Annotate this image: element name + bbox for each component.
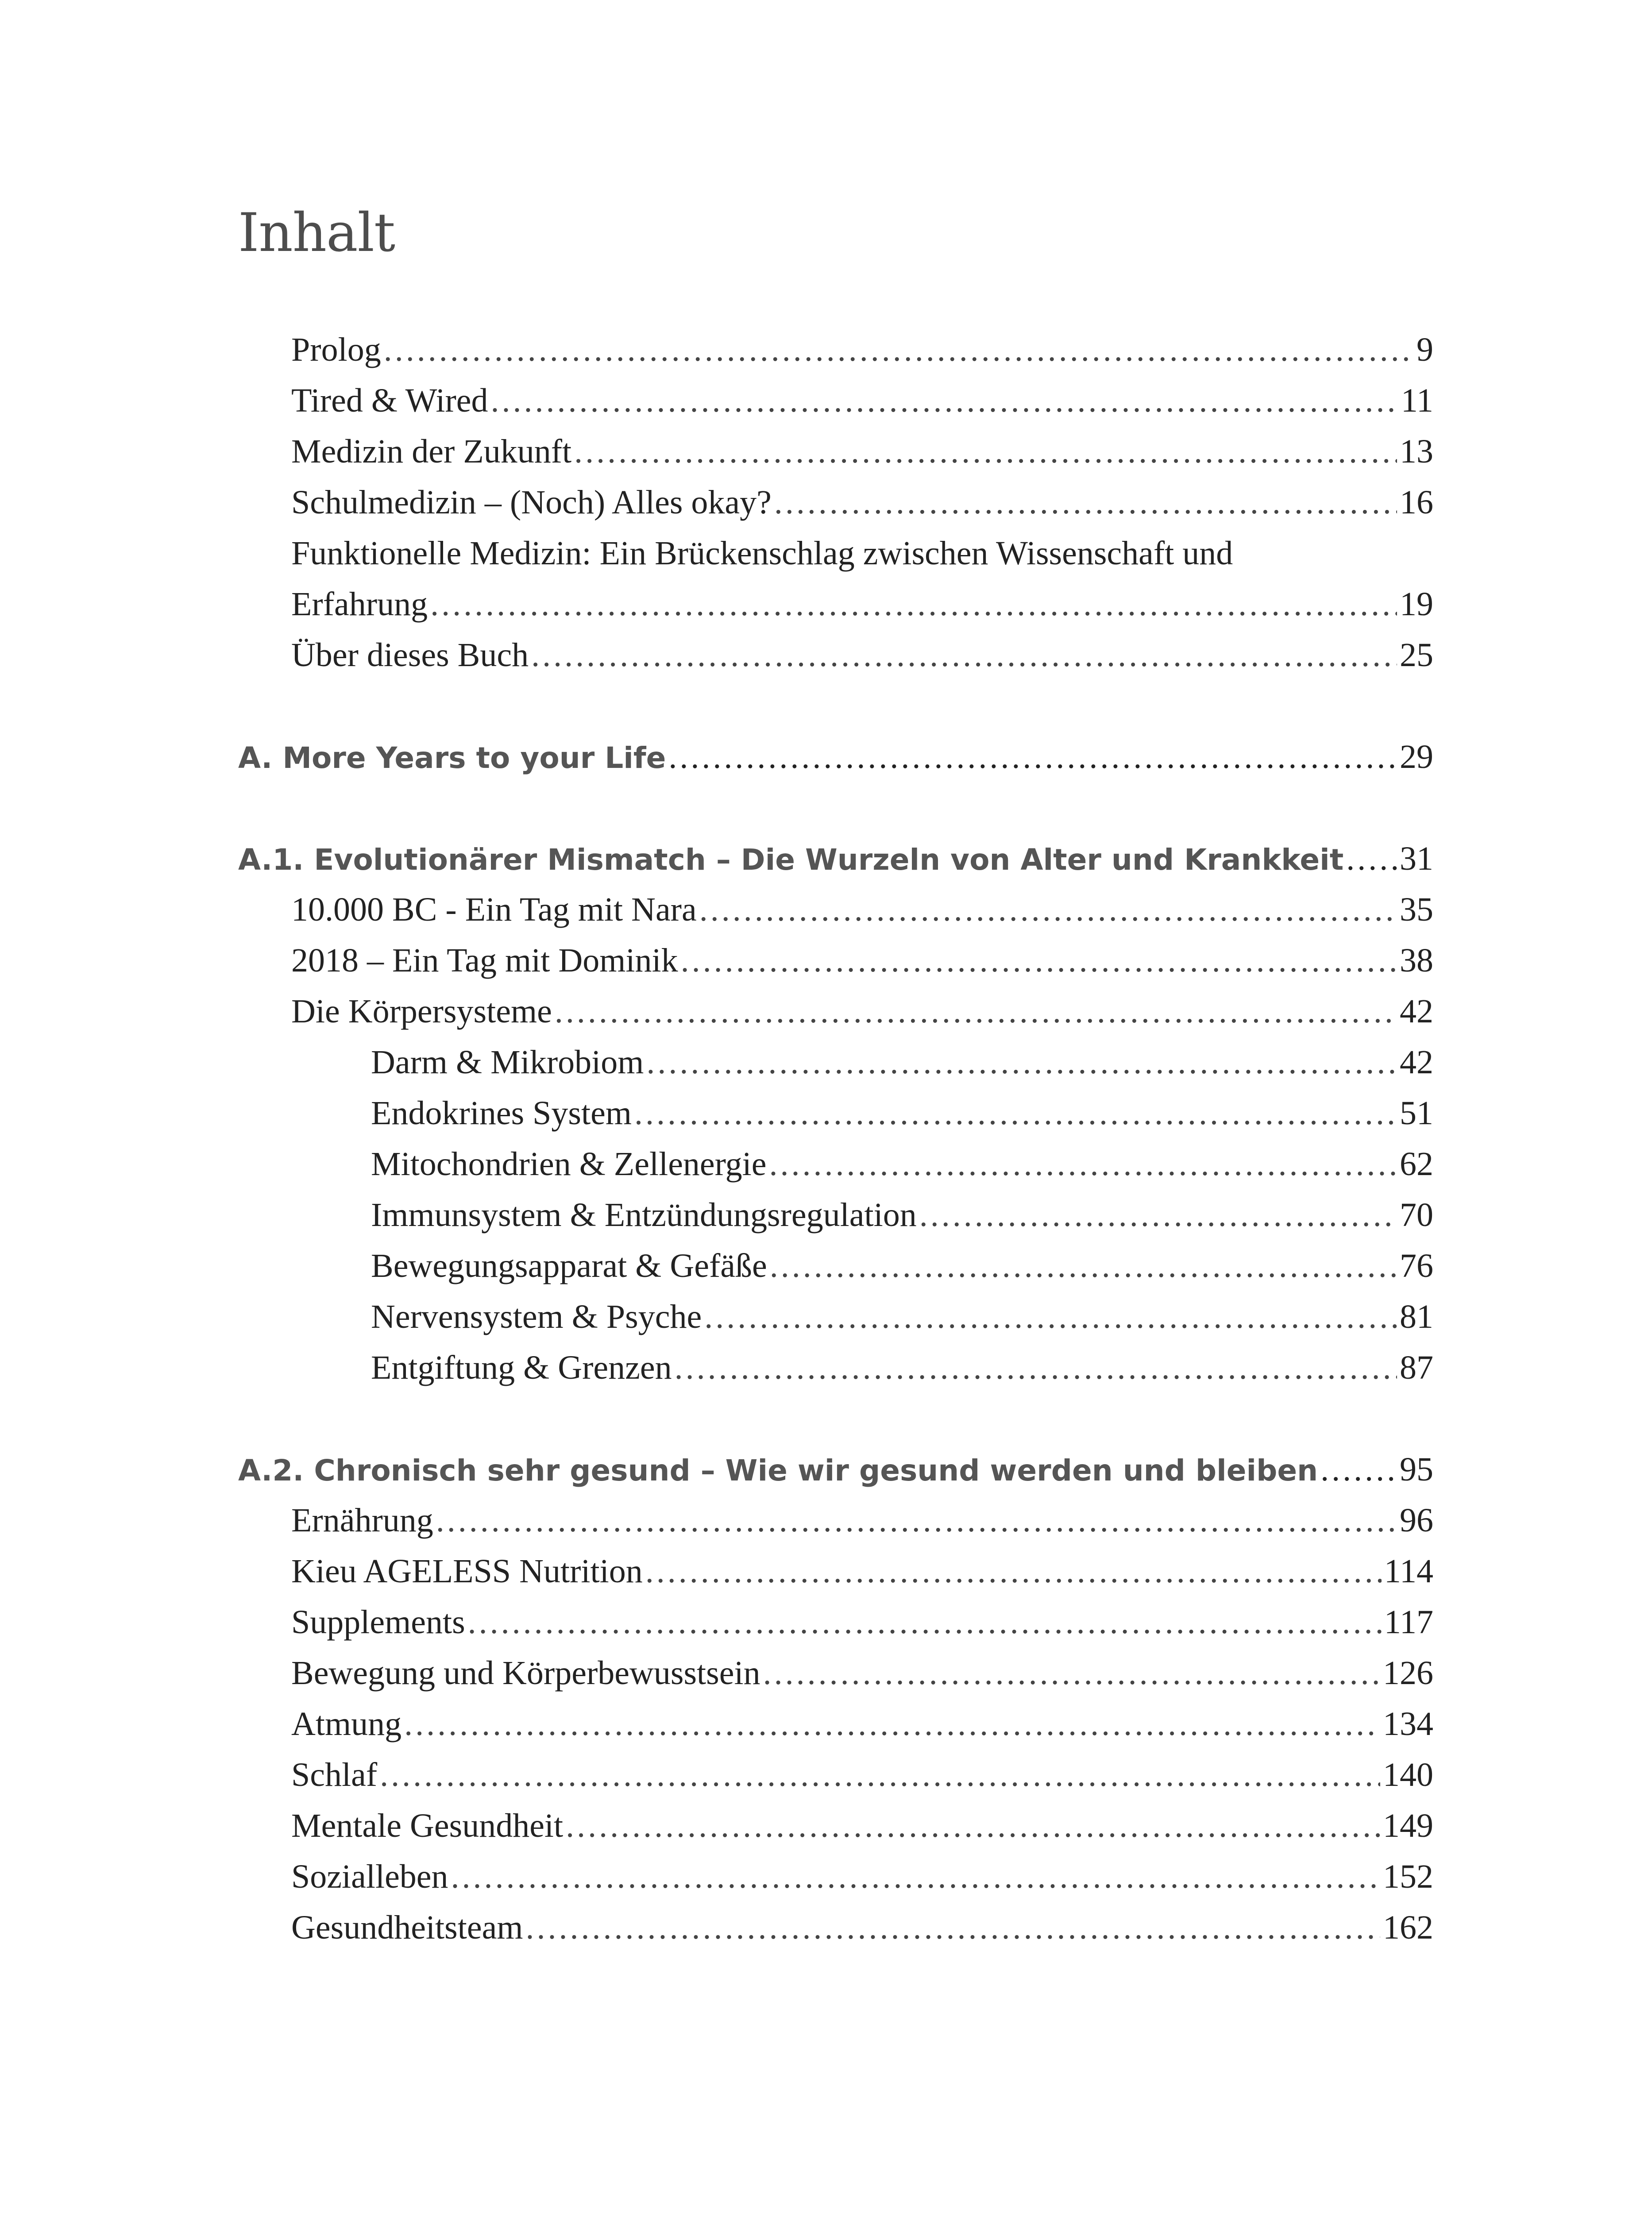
- table-of-contents: [238, 324, 1433, 1953]
- toc-page-number: 42: [1400, 993, 1433, 1030]
- toc-subentry-bewegungsapparat[interactable]: [238, 1241, 1433, 1292]
- toc-part-a[interactable]: [238, 732, 1433, 783]
- toc-entry-title: 10.000 BC - Ein Tag mit Nara: [291, 891, 697, 928]
- dot-leader: [525, 1902, 1380, 1953]
- toc-page-number: 76: [1400, 1247, 1433, 1284]
- toc-entry-mentale-gesundheit[interactable]: [238, 1800, 1433, 1851]
- dot-leader: [769, 1139, 1397, 1190]
- toc-page-number: 51: [1400, 1095, 1433, 1132]
- dot-leader: [404, 1699, 1380, 1750]
- toc-entry-nara[interactable]: [238, 884, 1433, 935]
- toc-subentry-darm[interactable]: [238, 1037, 1433, 1088]
- toc-subentry-endokrines-system[interactable]: [238, 1088, 1433, 1139]
- toc-entry-dominik[interactable]: [238, 935, 1433, 986]
- dot-leader: [566, 1800, 1380, 1851]
- toc-page-number: 19: [1400, 586, 1433, 623]
- toc-page-number: 9: [1417, 331, 1433, 368]
- toc-entry-title: Mitochondrien & Zellenergie: [371, 1145, 767, 1183]
- toc-subentry-immunsystem[interactable]: [238, 1190, 1433, 1241]
- toc-page-number: 95: [1400, 1451, 1433, 1488]
- toc-page-number: 16: [1400, 484, 1433, 521]
- toc-entry-tired-wired[interactable]: [238, 375, 1433, 426]
- dot-leader: [770, 1241, 1397, 1292]
- toc-entry-title: Gesundheitsteam: [291, 1909, 523, 1946]
- toc-chapter-a1[interactable]: [238, 833, 1433, 884]
- toc-page-number: 31: [1400, 840, 1433, 877]
- toc-subentry-entgiftung[interactable]: [238, 1342, 1433, 1393]
- toc-entry-sozialleben[interactable]: [238, 1851, 1433, 1902]
- dot-leader: [681, 935, 1397, 986]
- dot-leader: [531, 630, 1397, 681]
- dot-leader: [668, 732, 1397, 783]
- toc-page-number: 29: [1400, 738, 1433, 775]
- toc-entry-title: Bewegungsapparat & Gefäße: [371, 1247, 767, 1284]
- dot-leader: [555, 986, 1397, 1037]
- toc-entry-title: Endokrines System: [371, 1095, 632, 1132]
- toc-entry-title: Darm & Mikrobiom: [371, 1044, 644, 1081]
- toc-entry-ernaehrung[interactable]: [238, 1495, 1433, 1546]
- toc-entry-title: Supplements: [291, 1604, 465, 1641]
- dot-leader: [919, 1190, 1397, 1241]
- toc-entry-gesundheitsteam[interactable]: [238, 1902, 1433, 1953]
- dot-leader: [384, 324, 1414, 375]
- dot-leader: [436, 1495, 1397, 1546]
- toc-page-number: 152: [1383, 1858, 1433, 1895]
- toc-entry-title: Tired & Wired: [291, 382, 488, 419]
- dot-leader: [704, 1292, 1397, 1342]
- dot-leader: [380, 1750, 1380, 1800]
- toc-entry-funktionelle-medizin-line2[interactable]: [238, 579, 1433, 630]
- toc-entry-title: Erfahrung: [291, 586, 428, 623]
- toc-entry-medizin-der-zukunft[interactable]: [238, 426, 1433, 477]
- dot-leader: [646, 1037, 1397, 1088]
- toc-page-number: 11: [1401, 382, 1433, 419]
- toc-page-number: 126: [1383, 1654, 1433, 1692]
- toc-entry-title: Kieu AGELESS Nutrition: [291, 1553, 643, 1590]
- toc-page-number: 38: [1400, 942, 1433, 979]
- dot-leader: [468, 1597, 1382, 1648]
- toc-page-number: 81: [1400, 1298, 1433, 1335]
- toc-entry-title: Schlaf: [291, 1756, 378, 1793]
- toc-section-title: A.2. Chronisch sehr gesund – Wie wir gesund werden und bleiben: [238, 1453, 1318, 1488]
- toc-entry-bewegung[interactable]: [238, 1648, 1433, 1699]
- toc-entry-title: Funktionelle Medizin: Ein Brückenschlag zwischen Wissenschaft und: [291, 535, 1233, 572]
- dot-leader: [675, 1342, 1397, 1393]
- toc-page-number: 13: [1400, 433, 1433, 470]
- page-title: Inhalt: [238, 202, 395, 264]
- toc-entry-funktionelle-medizin-line1[interactable]: [238, 528, 1433, 579]
- toc-page-number: 42: [1400, 1044, 1433, 1081]
- dot-leader: [491, 375, 1398, 426]
- toc-entry-ueber-dieses-buch[interactable]: [238, 630, 1433, 681]
- dot-leader: [774, 477, 1397, 528]
- toc-entry-prolog[interactable]: [238, 324, 1433, 375]
- toc-page-number: 149: [1383, 1807, 1433, 1844]
- dot-leader: [634, 1088, 1397, 1139]
- dot-leader: [1320, 1444, 1397, 1495]
- section-spacer: [238, 783, 1433, 833]
- toc-entry-schlaf[interactable]: [238, 1750, 1433, 1800]
- toc-section-title: A. More Years to your Life: [238, 741, 666, 775]
- dot-leader: [451, 1851, 1380, 1902]
- toc-entry-title: Medizin der Zukunft: [291, 433, 572, 470]
- dot-leader: [645, 1546, 1382, 1597]
- toc-entry-title: Ernährung: [291, 1502, 433, 1539]
- toc-entry-schulmedizin[interactable]: [238, 477, 1433, 528]
- toc-entry-title: Sozialleben: [291, 1858, 448, 1895]
- toc-entry-title: Schulmedizin – (Noch) Alles okay?: [291, 484, 772, 521]
- toc-entry-title: 2018 – Ein Tag mit Dominik: [291, 942, 678, 979]
- toc-section-title: A.1. Evolutionärer Mismatch – Die Wurzeln von Alter und Krankkeit: [238, 843, 1344, 877]
- toc-entry-title: Prolog: [291, 331, 381, 368]
- toc-entry-supplements[interactable]: [238, 1597, 1433, 1648]
- toc-subentry-nervensystem[interactable]: [238, 1292, 1433, 1342]
- toc-page-number: 96: [1400, 1502, 1433, 1539]
- toc-page-number: 35: [1400, 891, 1433, 928]
- dot-leader: [699, 884, 1397, 935]
- toc-entry-title: Nervensystem & Psyche: [371, 1298, 702, 1335]
- toc-page-number: 114: [1384, 1553, 1433, 1590]
- section-spacer: [238, 1393, 1433, 1444]
- dot-leader: [1346, 833, 1397, 884]
- toc-page-number: 140: [1383, 1756, 1433, 1793]
- dot-leader: [430, 579, 1397, 630]
- toc-chapter-a2[interactable]: [238, 1444, 1433, 1495]
- toc-entry-atmung[interactable]: [238, 1699, 1433, 1750]
- toc-entry-title: Über dieses Buch: [291, 636, 529, 674]
- toc-page-number: 25: [1400, 636, 1433, 674]
- toc-page-number: 70: [1400, 1196, 1433, 1234]
- toc-page-number: 87: [1400, 1349, 1433, 1386]
- toc-entry-ageless-nutrition[interactable]: [238, 1546, 1433, 1597]
- dot-leader: [763, 1648, 1380, 1699]
- section-spacer: [238, 681, 1433, 732]
- toc-entry-title: Mentale Gesundheit: [291, 1807, 564, 1844]
- toc-entry-title: Die Körpersysteme: [291, 993, 552, 1030]
- toc-entry-title: Entgiftung & Grenzen: [371, 1349, 672, 1386]
- toc-entry-title: Immunsystem & Entzündungsregulation: [371, 1196, 917, 1234]
- toc-entry-koerpersysteme[interactable]: [238, 986, 1433, 1037]
- toc-page-number: 162: [1383, 1909, 1433, 1946]
- toc-page-number: 134: [1383, 1705, 1433, 1743]
- toc-entry-title: Bewegung und Körperbewusstsein: [291, 1654, 760, 1692]
- toc-page-number: 117: [1384, 1604, 1433, 1641]
- toc-entry-title: Atmung: [291, 1705, 402, 1743]
- toc-page-number: 62: [1400, 1145, 1433, 1183]
- toc-subentry-mitochondrien[interactable]: [238, 1139, 1433, 1190]
- dot-leader: [574, 426, 1397, 477]
